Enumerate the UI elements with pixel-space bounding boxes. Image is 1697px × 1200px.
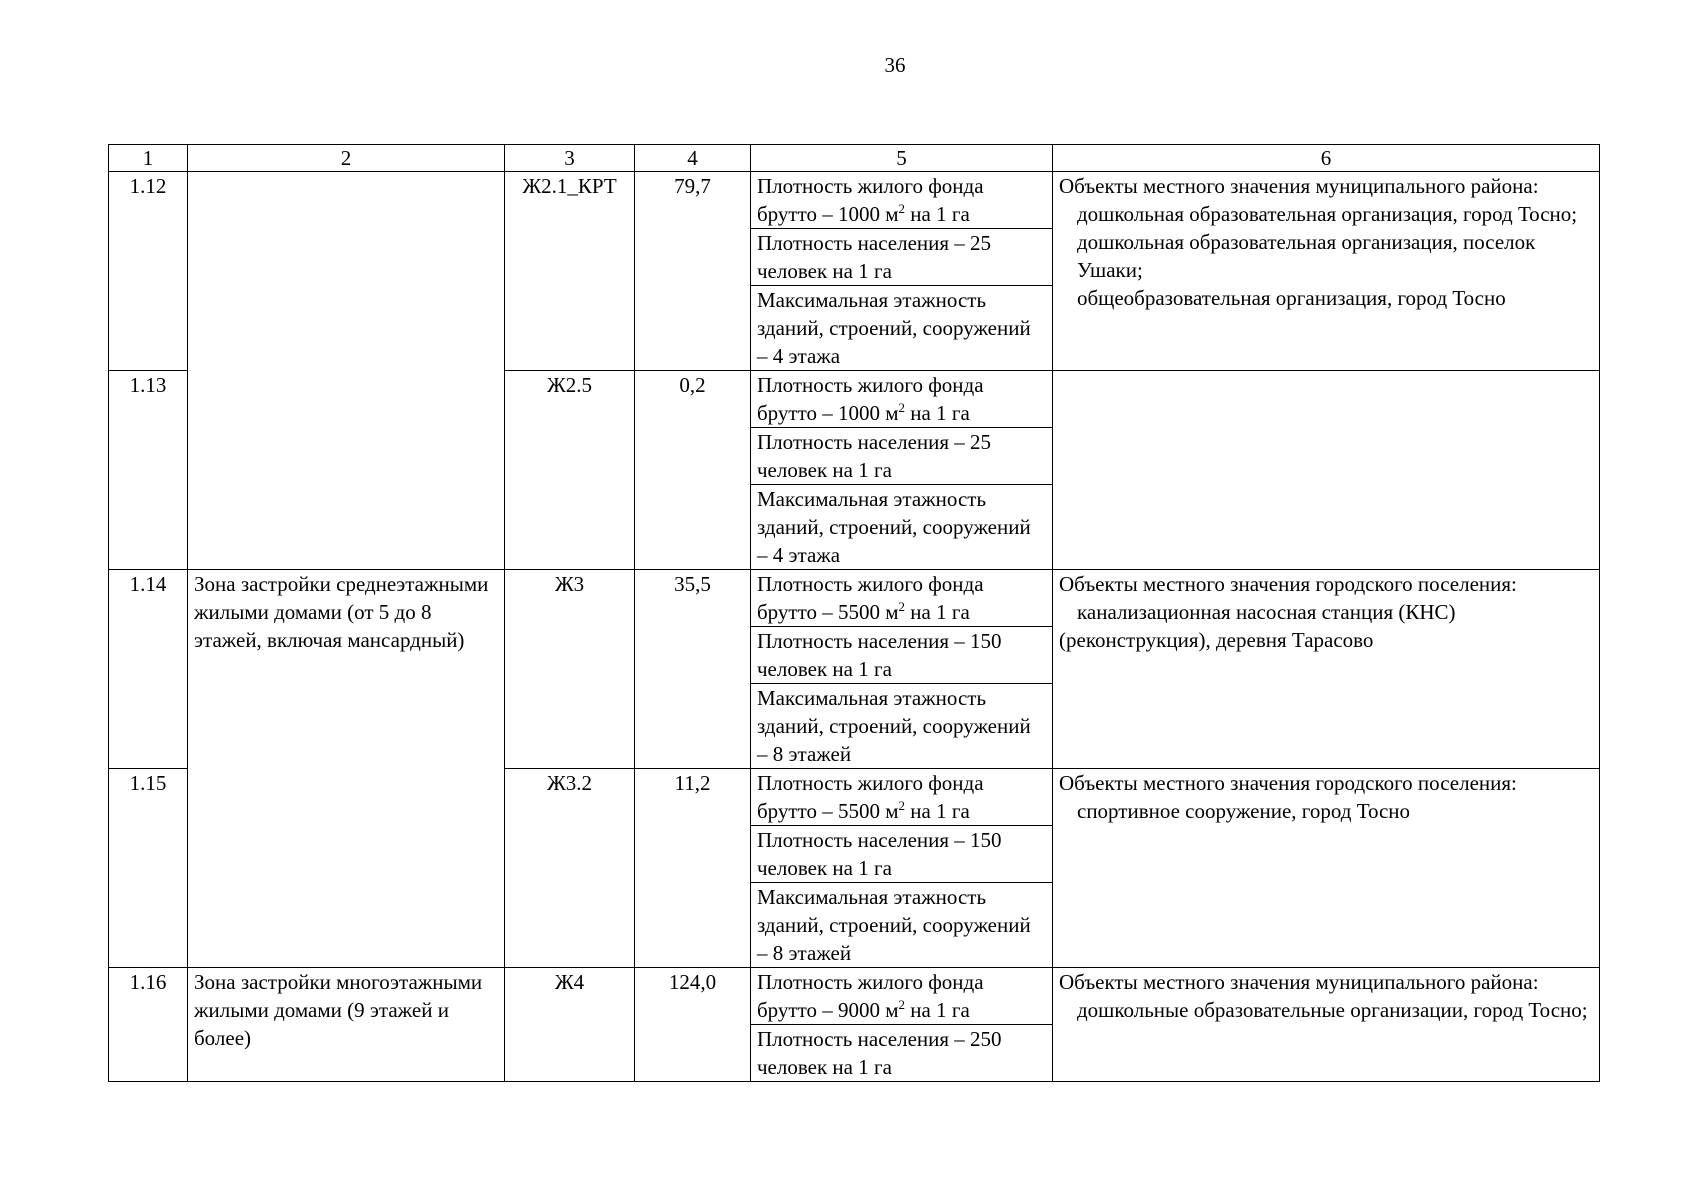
- param-max-floors: Максимальная этажность зданий, строений, сооружений – 4 этажа: [751, 286, 1053, 371]
- param-population-density: Плотность населения – 150 человек на 1 га: [751, 627, 1053, 684]
- objects-heading: Объекты местного значения муниципального района:: [1059, 174, 1539, 198]
- zone-name-cell: [188, 172, 505, 570]
- objects-cell: [1053, 371, 1600, 570]
- param-text: Плотность жилого фонда брутто – 5500 м: [757, 771, 984, 823]
- objects-item: канализационная насосная станция (КНС) (реконструкция), деревня Тарасово: [1059, 600, 1456, 652]
- param-housing-density: [751, 371, 1053, 428]
- objects-cell: [1053, 172, 1600, 371]
- superscript: 2: [898, 997, 906, 1012]
- zone-code: Ж2.1_КРТ: [505, 172, 635, 371]
- col-header-3: 3: [505, 145, 635, 172]
- zone-area: 11,2: [635, 769, 751, 968]
- objects-heading: Объекты местного значения городского поселения:: [1059, 572, 1517, 596]
- row-number: 1.16: [109, 968, 188, 1082]
- param-max-floors: Максимальная этажность зданий, строений, сооружений – 8 этажей: [751, 684, 1053, 769]
- param-housing-density: [751, 968, 1053, 1025]
- col-header-6: 6: [1053, 145, 1600, 172]
- param-text: Плотность жилого фонда брутто – 9000 м: [757, 970, 984, 1022]
- param-text-tail: на 1 га: [905, 799, 970, 823]
- objects-heading: Объекты местного значения городского поселения:: [1059, 771, 1517, 795]
- row-number: 1.12: [109, 172, 188, 371]
- objects-item: дошкольные образовательные организации, город Тосно;: [1077, 998, 1588, 1022]
- superscript: 2: [898, 599, 906, 614]
- param-housing-density: [751, 769, 1053, 826]
- zone-code: Ж4: [505, 968, 635, 1082]
- param-text-tail: на 1 га: [905, 600, 970, 624]
- superscript: 2: [898, 201, 906, 216]
- objects-cell: [1053, 968, 1600, 1082]
- objects-item: дошкольная образовательная организация, город Тосно;: [1077, 202, 1578, 226]
- param-text: Плотность жилого фонда брутто – 5500 м: [757, 572, 984, 624]
- objects-cell: [1053, 570, 1600, 769]
- zone-name-cell: Зона застройки многоэтажными жилыми домами (9 этажей и более): [188, 968, 505, 1082]
- param-text: Плотность жилого фонда брутто – 1000 м: [757, 373, 984, 425]
- objects-item: дошкольная образовательная организация, поселок Ушаки;: [1077, 230, 1536, 282]
- superscript: 2: [898, 798, 906, 813]
- zone-name-cell: Зона застройки среднеэтажными жилыми домами (от 5 до 8 этажей, включая мансардный): [188, 570, 505, 968]
- col-header-5: 5: [751, 145, 1053, 172]
- objects-heading: Объекты местного значения муниципального района:: [1059, 970, 1539, 994]
- param-text-tail: на 1 га: [905, 202, 970, 226]
- param-population-density: Плотность населения – 150 человек на 1 га: [751, 826, 1053, 883]
- zone-area: 124,0: [635, 968, 751, 1082]
- param-text-tail: на 1 га: [905, 401, 970, 425]
- page-number: 36: [884, 53, 906, 77]
- param-text: Плотность жилого фонда брутто – 1000 м: [757, 174, 984, 226]
- objects-cell: [1053, 769, 1600, 968]
- col-header-2: 2: [188, 145, 505, 172]
- param-population-density: Плотность населения – 25 человек на 1 га: [751, 229, 1053, 286]
- zone-area: 79,7: [635, 172, 751, 371]
- param-max-floors: Максимальная этажность зданий, строений, сооружений – 4 этажа: [751, 485, 1053, 570]
- table-row: [109, 172, 1600, 229]
- table-row: [109, 968, 1600, 1025]
- objects-item: общеобразовательная организация, город Тосно: [1077, 286, 1506, 310]
- param-population-density: Плотность населения – 250 человек на 1 га: [751, 1025, 1053, 1082]
- zones-table: [108, 144, 1600, 1082]
- zone-area: 0,2: [635, 371, 751, 570]
- param-housing-density: [751, 172, 1053, 229]
- zone-code: Ж3.2: [505, 769, 635, 968]
- table-header-row: [109, 145, 1600, 172]
- zone-code: Ж3: [505, 570, 635, 769]
- table-row: [109, 570, 1600, 627]
- objects-item: спортивное сооружение, город Тосно: [1077, 799, 1411, 823]
- row-number: 1.14: [109, 570, 188, 769]
- zone-code: Ж2.5: [505, 371, 635, 570]
- param-housing-density: [751, 570, 1053, 627]
- col-header-4: 4: [635, 145, 751, 172]
- row-number: 1.13: [109, 371, 188, 570]
- param-population-density: Плотность населения – 25 человек на 1 га: [751, 428, 1053, 485]
- row-number: 1.15: [109, 769, 188, 968]
- param-max-floors: Максимальная этажность зданий, строений, сооружений – 8 этажей: [751, 883, 1053, 968]
- col-header-1: 1: [109, 145, 188, 172]
- param-text-tail: на 1 га: [905, 998, 970, 1022]
- superscript: 2: [898, 400, 906, 415]
- zone-area: 35,5: [635, 570, 751, 769]
